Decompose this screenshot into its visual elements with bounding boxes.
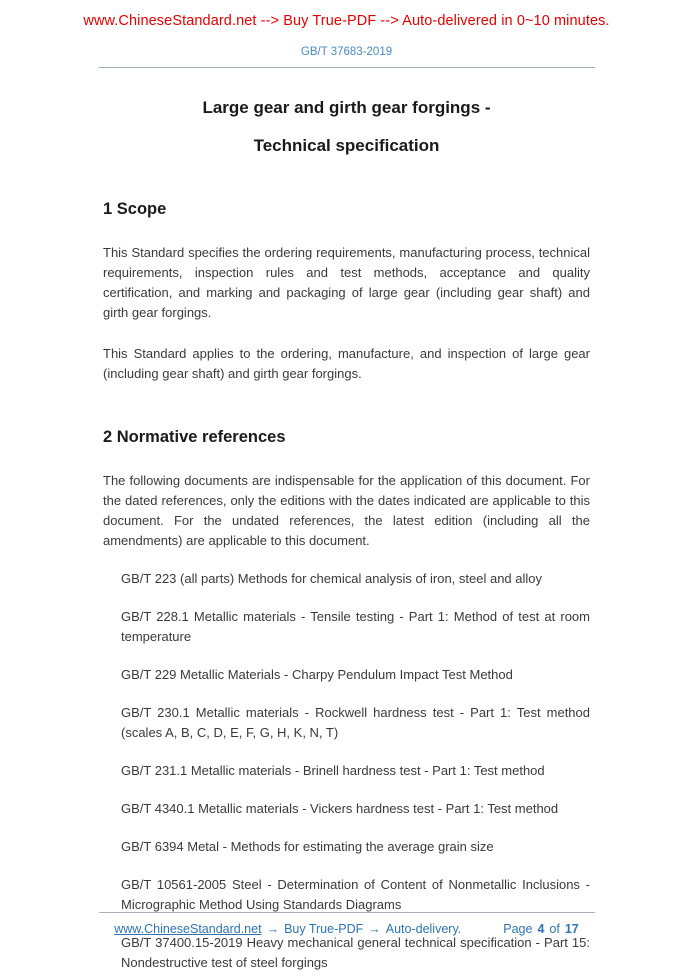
title-line-1: Large gear and girth gear forgings - (202, 98, 491, 117)
header-divider (99, 67, 595, 68)
footer-buy-text: Buy True-PDF (284, 922, 364, 936)
reference-item: GB/T 4340.1 Metallic materials - Vickers hardness test - Part 1: Test method (121, 801, 559, 816)
reference-item: GB/T 231.1 Metallic materials - Brinell hardness test - Part 1: Test method (121, 763, 545, 778)
reference-item: GB/T 6394 Metal - Methods for estimating the average grain size (121, 839, 494, 854)
footer-divider (99, 912, 595, 913)
of-label: of (549, 922, 560, 936)
page-label: Page (503, 922, 533, 936)
paragraph: This Standard specifies the ordering requirements, manufacturing process, technical requirements, inspection rules and test methods, acceptance and quality certification, and marking and packaging of large gear (including gear shaft) and girth gear forgings. (103, 245, 590, 320)
footer (0, 912, 693, 936)
arrow-right-icon: → (368, 922, 381, 936)
arrow-right-icon: → (266, 922, 280, 936)
page-indicator (503, 922, 579, 936)
reference-item: GB/T 223 (all parts) Methods for chemical analysis of iron, steel and alloy (121, 571, 543, 586)
footer-row (0, 922, 693, 936)
page-number: 4 (537, 922, 545, 936)
footer-promo (114, 922, 461, 936)
reference-item: GB/T 228.1 Metallic materials - Tensile testing - Part 1: Method of test at room temperature (121, 609, 590, 644)
paragraph: This Standard applies to the ordering, manufacture, and inspection of large gear (including gear shaft) and girth gear forgings. (103, 346, 590, 381)
promo-banner: www.ChineseStandard.net --> Buy True-PDF --> Auto-delivered in 0~10 minutes. (83, 13, 610, 29)
title-line-2: Technical specification (253, 136, 440, 155)
section-heading-scope: 1 Scope (103, 200, 167, 218)
document-title (0, 98, 693, 156)
section-heading-normative-references: 2 Normative references (103, 428, 286, 446)
document-body (103, 200, 590, 973)
reference-item: GB/T 10561-2005 Steel - Determination of Content of Nonmetallic Inclusions - Micrographic Method Using Standards Diagrams (121, 877, 590, 912)
footer-site-link[interactable]: www.ChineseStandard.net (114, 922, 262, 936)
reference-item: GB/T 230.1 Metallic materials - Rockwell hardness test - Part 1: Test method (scales A, B, C, D, E, F, G, H, K, N, T) (121, 705, 590, 740)
reference-item: GB/T 229 Metallic Materials - Charpy Pendulum Impact Test Method (121, 667, 513, 682)
reference-item: GB/T 37400.15-2019 Heavy mechanical general technical specification - Part 15: Nondestructive test of steel forgings (121, 935, 590, 970)
standard-code: GB/T 37683-2019 (300, 46, 393, 58)
paragraph: The following documents are indispensable for the application of this document. For the dated references, only the editions with the dates indicated are applicable to this document. For the undated references, the latest edition (including all the amendments) are applicable to this document. (103, 473, 590, 548)
total-pages: 17 (564, 922, 579, 936)
footer-delivery-text: Auto-delivery. (385, 922, 462, 936)
